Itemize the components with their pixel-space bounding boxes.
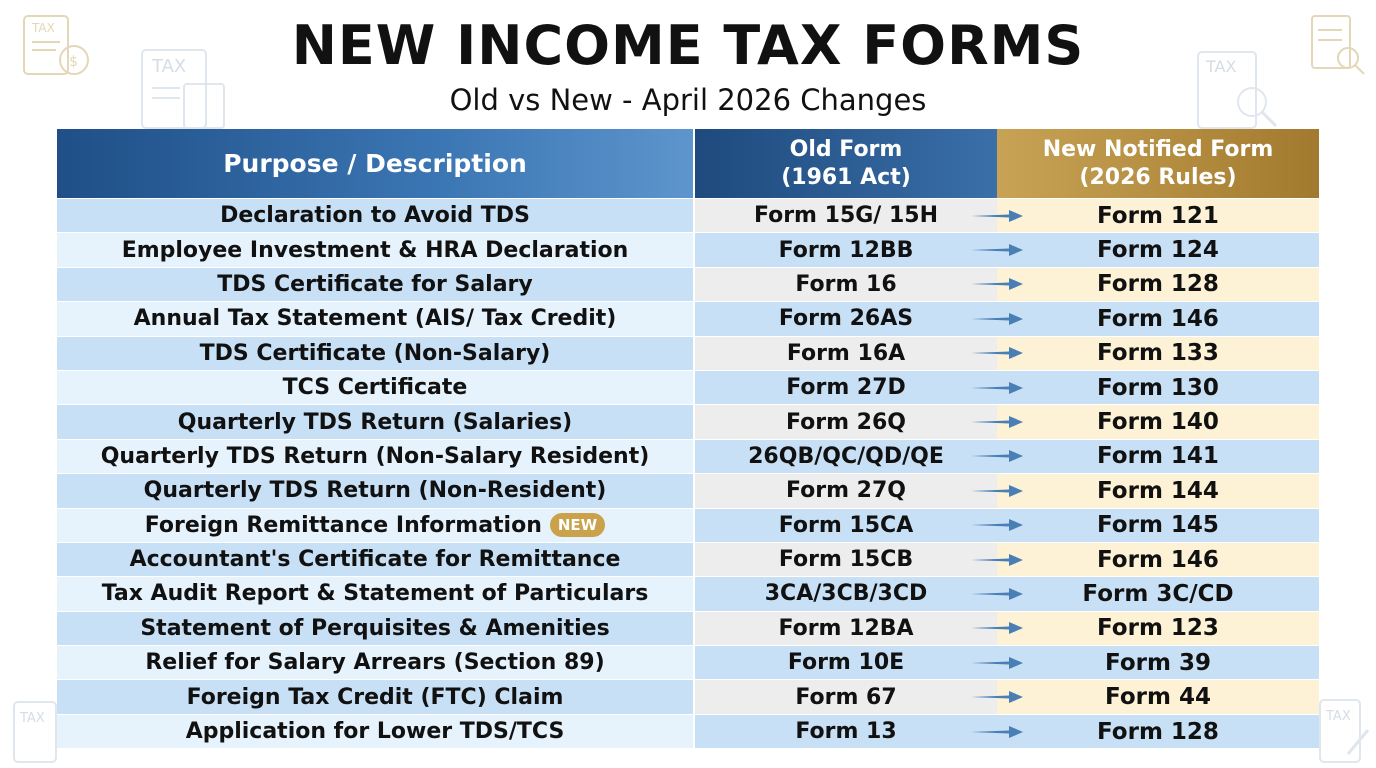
new-form-text: Form 146 (1097, 546, 1219, 573)
new-form-cell (997, 715, 1319, 748)
purpose-cell (57, 371, 693, 404)
purpose-text: Annual Tax Statement (AIS/ Tax Credit) (133, 306, 617, 332)
svg-text:TAX: TAX (32, 21, 55, 35)
column-header-purpose: Purpose / Description (57, 129, 693, 198)
new-form-cell (997, 680, 1319, 713)
old-form-text: Form 67 (795, 684, 897, 710)
arrow-right-icon (969, 690, 1025, 704)
new-form-cell (997, 405, 1319, 438)
new-form-cell (997, 233, 1319, 266)
new-form-text: Form 140 (1097, 409, 1219, 436)
arrow-right-icon (969, 518, 1025, 532)
purpose-text: TCS Certificate (282, 375, 468, 401)
arrow-right-icon (969, 587, 1025, 601)
old-form-text: 26QB/QC/QD/QE (748, 443, 944, 469)
purpose-cell (57, 474, 693, 507)
new-form-text: Form 123 (1097, 615, 1219, 642)
purpose-cell (57, 646, 693, 679)
new-form-cell (997, 268, 1319, 301)
arrow-right-icon (969, 346, 1025, 360)
purpose-text: Tax Audit Report & Statement of Particulars (101, 581, 649, 607)
old-form-text: Form 12BA (778, 615, 914, 641)
column-header-new-form (997, 129, 1319, 198)
old-form-text: Form 16 (795, 271, 897, 297)
purpose-cell (57, 405, 693, 438)
new-form-cell (997, 612, 1319, 645)
purpose-cell (57, 509, 693, 542)
purpose-text: Declaration to Avoid TDS (220, 203, 530, 229)
new-form-text: Form 128 (1097, 271, 1219, 298)
new-form-text: Form 3C/CD (1082, 580, 1234, 607)
new-form-cell (997, 646, 1319, 679)
purpose-text: Employee Investment & HRA Declaration (121, 237, 629, 263)
column-header-new-line2: (2026 Rules) (1079, 164, 1237, 190)
table-row (57, 267, 1319, 301)
column-header-new-line1: New Notified Form (1042, 136, 1274, 162)
old-form-cell (695, 577, 997, 610)
old-form-text: Form 26Q (785, 409, 906, 435)
page-subtitle: Old vs New - April 2026 Changes (449, 83, 927, 117)
old-form-text: Form 15CA (778, 512, 914, 538)
new-badge: NEW (550, 513, 605, 537)
purpose-cell (57, 337, 693, 370)
new-form-text: Form 141 (1097, 443, 1219, 470)
table-header (57, 129, 1319, 198)
column-header-old-form (695, 129, 997, 198)
arrow-right-icon (969, 656, 1025, 670)
old-form-text: Form 12BB (778, 237, 914, 263)
old-form-text: Form 15CB (778, 547, 914, 573)
purpose-cell (57, 233, 693, 266)
column-header-old-line1: Old Form (789, 136, 903, 162)
old-form-cell (695, 612, 997, 645)
old-form-cell (695, 680, 997, 713)
svg-text:TAX: TAX (1206, 57, 1237, 76)
new-form-text: Form 121 (1097, 202, 1219, 229)
new-form-cell (997, 371, 1319, 404)
old-form-cell (695, 233, 997, 266)
purpose-cell (57, 680, 693, 713)
new-form-cell (997, 440, 1319, 473)
old-form-cell (695, 268, 997, 301)
table-row (57, 198, 1319, 232)
new-form-text: Form 39 (1105, 649, 1211, 676)
arrow-right-icon (969, 312, 1025, 326)
arrow-right-icon (969, 243, 1025, 257)
arrow-right-icon (969, 621, 1025, 635)
new-form-text: Form 130 (1097, 374, 1219, 401)
purpose-text: Foreign Tax Credit (FTC) Claim (186, 684, 564, 710)
purpose-cell (57, 440, 693, 473)
new-form-cell (997, 337, 1319, 370)
purpose-cell (57, 577, 693, 610)
old-form-cell (695, 405, 997, 438)
old-form-text: Form 27Q (785, 478, 906, 504)
old-form-text: Form 27D (786, 375, 906, 401)
purpose-text: Statement of Perquisites & Amenities (140, 615, 610, 641)
purpose-text: Quarterly TDS Return (Salaries) (177, 409, 573, 435)
old-form-cell (695, 337, 997, 370)
table-row (57, 232, 1319, 266)
table-row (57, 542, 1319, 576)
purpose-cell (57, 715, 693, 748)
old-form-text: Form 13 (795, 719, 897, 745)
old-form-cell (695, 646, 997, 679)
new-form-cell (997, 474, 1319, 507)
arrow-right-icon (969, 553, 1025, 567)
new-form-text: Form 133 (1097, 340, 1219, 367)
new-form-text: Form 44 (1105, 684, 1211, 711)
svg-text:TAX: TAX (1326, 709, 1351, 724)
purpose-text: TDS Certificate for Salary (217, 271, 533, 297)
old-form-cell (695, 440, 997, 473)
arrow-right-icon (969, 484, 1025, 498)
purpose-cell (57, 612, 693, 645)
new-form-text: Form 128 (1097, 718, 1219, 745)
purpose-cell (57, 199, 693, 232)
page-title: NEW INCOME TAX FORMS (291, 14, 1085, 77)
new-form-cell (997, 543, 1319, 576)
purpose-cell (57, 302, 693, 335)
table-row (57, 576, 1319, 610)
arrow-right-icon (969, 209, 1025, 223)
table-body (57, 198, 1319, 748)
table-row (57, 439, 1319, 473)
old-form-text: Form 26AS (778, 306, 914, 332)
arrow-right-icon (969, 725, 1025, 739)
purpose-cell (57, 268, 693, 301)
column-header-old-line2: (1961 Act) (781, 164, 911, 190)
arrow-right-icon (969, 277, 1025, 291)
table-row (57, 404, 1319, 438)
table-row (57, 301, 1319, 335)
arrow-right-icon (969, 381, 1025, 395)
purpose-text: Quarterly TDS Return (Non-Salary Resident) (100, 443, 650, 469)
new-form-cell (997, 577, 1319, 610)
table-row (57, 714, 1319, 748)
tax-clipboard-icon (12, 696, 60, 764)
old-form-cell (695, 715, 997, 748)
new-form-cell (997, 302, 1319, 335)
purpose-text: Foreign Remittance Information (144, 512, 542, 538)
table-row (57, 370, 1319, 404)
table-row (57, 611, 1319, 645)
table-row (57, 679, 1319, 713)
old-form-text: Form 15G/ 15H (753, 203, 939, 229)
old-form-text: Form 16A (786, 340, 906, 366)
table-row (57, 508, 1319, 542)
old-form-text: Form 10E (787, 650, 905, 676)
tax-document-pen-icon (1318, 698, 1372, 764)
old-form-cell (695, 199, 997, 232)
svg-text:$: $ (69, 54, 78, 70)
new-form-text: Form 145 (1097, 512, 1219, 539)
purpose-text: TDS Certificate (Non-Salary) (199, 340, 551, 366)
old-form-cell (695, 474, 997, 507)
arrow-right-icon (969, 415, 1025, 429)
new-form-text: Form 124 (1097, 237, 1219, 264)
purpose-cell (57, 543, 693, 576)
new-form-text: Form 144 (1097, 477, 1219, 504)
forms-comparison-table (57, 129, 1319, 748)
table-row (57, 645, 1319, 679)
table-row (57, 336, 1319, 370)
old-form-cell (695, 302, 997, 335)
new-form-text: Form 146 (1097, 305, 1219, 332)
purpose-text: Application for Lower TDS/TCS (185, 719, 565, 745)
arrow-right-icon (969, 449, 1025, 463)
table-row (57, 473, 1319, 507)
purpose-text: Relief for Salary Arrears (Section 89) (145, 650, 605, 676)
svg-text:TAX: TAX (152, 56, 187, 77)
old-form-cell (695, 371, 997, 404)
old-form-text: 3CA/3CB/3CD (764, 581, 928, 607)
purpose-text: Accountant's Certificate for Remittance (129, 547, 621, 573)
old-form-cell (695, 543, 997, 576)
old-form-cell (695, 509, 997, 542)
new-form-cell (997, 199, 1319, 232)
purpose-text: Quarterly TDS Return (Non-Resident) (143, 478, 607, 504)
svg-text:TAX: TAX (20, 711, 45, 726)
new-form-cell (997, 509, 1319, 542)
